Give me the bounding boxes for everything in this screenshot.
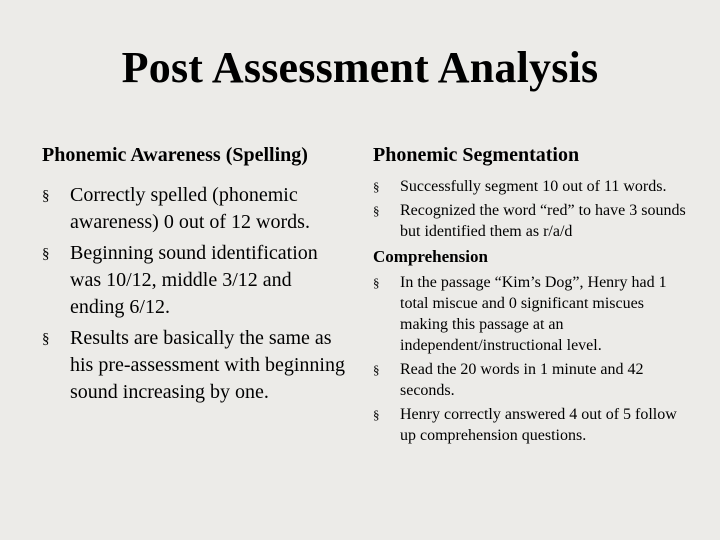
bullet-marker-icon: § bbox=[42, 188, 50, 204]
left-column bbox=[42, 142, 350, 410]
list-item-text: In the passage “Kim’s Dog”, Henry had 1 total miscue and 0 significant miscues making this passage at an independent/instructional level. bbox=[400, 274, 667, 354]
comprehension-list bbox=[373, 272, 693, 446]
phonemic-segmentation-list bbox=[373, 176, 693, 242]
phonemic-awareness-heading: Phonemic Awareness (Spelling) bbox=[42, 144, 308, 166]
right-column bbox=[373, 142, 693, 449]
list-item bbox=[42, 325, 350, 407]
phonemic-awareness-list bbox=[42, 182, 350, 407]
bullet-marker-icon: § bbox=[373, 275, 380, 290]
slide-title: Post Assessment Analysis bbox=[121, 43, 599, 92]
bullet-marker-icon: § bbox=[373, 179, 380, 194]
bullet-marker-icon: § bbox=[373, 362, 380, 377]
list-item-text: Henry correctly answered 4 out of 5 follow up comprehension questions. bbox=[400, 406, 677, 444]
list-item bbox=[42, 182, 350, 237]
phonemic-segmentation-heading: Phonemic Segmentation bbox=[373, 144, 580, 166]
bullet-marker-icon: § bbox=[373, 203, 380, 218]
list-item-text: Beginning sound identification was 10/12, middle 3/12 and ending 6/12. bbox=[70, 241, 318, 319]
list-item bbox=[373, 272, 693, 356]
list-item-text: Successfully segment 10 out of 11 words. bbox=[400, 178, 667, 195]
bullet-marker-icon: § bbox=[42, 245, 50, 262]
list-item bbox=[373, 200, 693, 242]
comprehension-heading: Comprehension bbox=[373, 247, 488, 266]
list-item-text: Results are basically the same as his pre-assessment with beginning sound increasing by one. bbox=[70, 326, 345, 404]
list-item bbox=[373, 404, 693, 446]
list-item-text: Correctly spelled (phonemic awareness) 0 out of 12 words. bbox=[70, 184, 310, 234]
bullet-marker-icon: § bbox=[42, 330, 50, 347]
list-item bbox=[42, 240, 350, 322]
list-item bbox=[373, 359, 693, 401]
list-item-text: Read the 20 words in 1 minute and 42 seconds. bbox=[400, 361, 644, 399]
bullet-marker-icon: § bbox=[373, 407, 380, 422]
list-item-text: Recognized the word “red” to have 3 sounds but identified them as r/a/d bbox=[400, 202, 686, 240]
list-item bbox=[373, 176, 693, 197]
